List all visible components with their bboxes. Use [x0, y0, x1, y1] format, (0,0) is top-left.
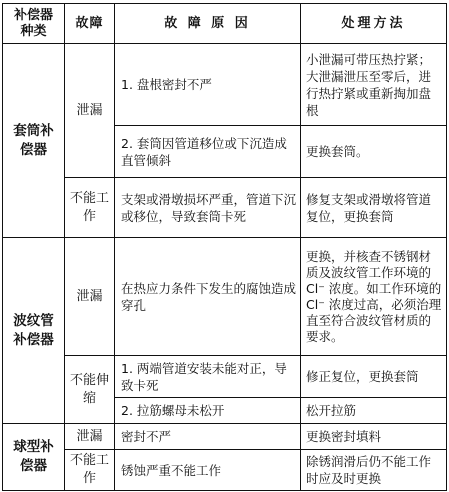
table-row: [3, 238, 447, 356]
header-row: [3, 4, 447, 44]
cause-cell: 2. 拉筋螺母未松开: [115, 398, 301, 424]
method-cell: 修正复位，更换套筒: [301, 356, 447, 398]
method-cell: 更换套筒。: [301, 126, 447, 178]
fault-cell: 不能工作: [65, 450, 115, 491]
type-cell: 波纹管补偿器: [3, 238, 65, 424]
type-cell: 套筒补偿器: [3, 44, 65, 238]
table-row: [3, 450, 447, 491]
fault-cell: 泄漏: [65, 238, 115, 356]
cause-cell: 1. 盘根密封不严: [115, 44, 301, 126]
header-cause: 故 障 原 因: [115, 4, 301, 44]
header-method: 处理方法: [301, 4, 447, 44]
cause-cell: 密封不严: [115, 424, 301, 450]
header-fault: 故障: [65, 4, 115, 44]
cause-cell: 支架或滑墩损坏严重，管道下沉或移位，导致套筒卡死: [115, 178, 301, 238]
method-cell: 修复支架或滑墩将管道复位，更换套筒: [301, 178, 447, 238]
fault-cell: 不能伸缩: [65, 356, 115, 424]
type-cell: 球型补偿器: [3, 424, 65, 491]
fault-cell: 不能工作: [65, 178, 115, 238]
cause-cell: 1. 两端管道安装未能对正，导致卡死: [115, 356, 301, 398]
fault-cell: 泄漏: [65, 44, 115, 178]
cause-cell: 2. 套筒因管道移位或下沉造成直管倾斜: [115, 126, 301, 178]
method-cell: 更换密封填料: [301, 424, 447, 450]
table-row: [3, 178, 447, 238]
table-row: [3, 44, 447, 126]
method-cell: 小泄漏可带压热拧紧；大泄漏泄压至零后，进行热拧紧或重新掏加盘根: [301, 44, 447, 126]
cause-cell: 在热应力条件下发生的腐蚀造成穿孔: [115, 238, 301, 356]
table-row: [3, 424, 447, 450]
method-cell: 松开拉筋: [301, 398, 447, 424]
fault-cell: 泄漏: [65, 424, 115, 450]
header-type: 补偿器种类: [3, 4, 65, 44]
cause-cell: 锈蚀严重不能工作: [115, 450, 301, 491]
compensator-fault-table: [2, 3, 447, 491]
table-row: [3, 356, 447, 398]
method-cell: 除锈润滑后仍不能工作时应及时更换: [301, 450, 447, 491]
method-cell: 更换，并核查不锈钢材质及波纹管工作环境的 Cl⁻ 浓度。如工作环境的 Cl⁻ 浓度过高，必须治理直至符合波纹管材质的要求。: [301, 238, 447, 356]
